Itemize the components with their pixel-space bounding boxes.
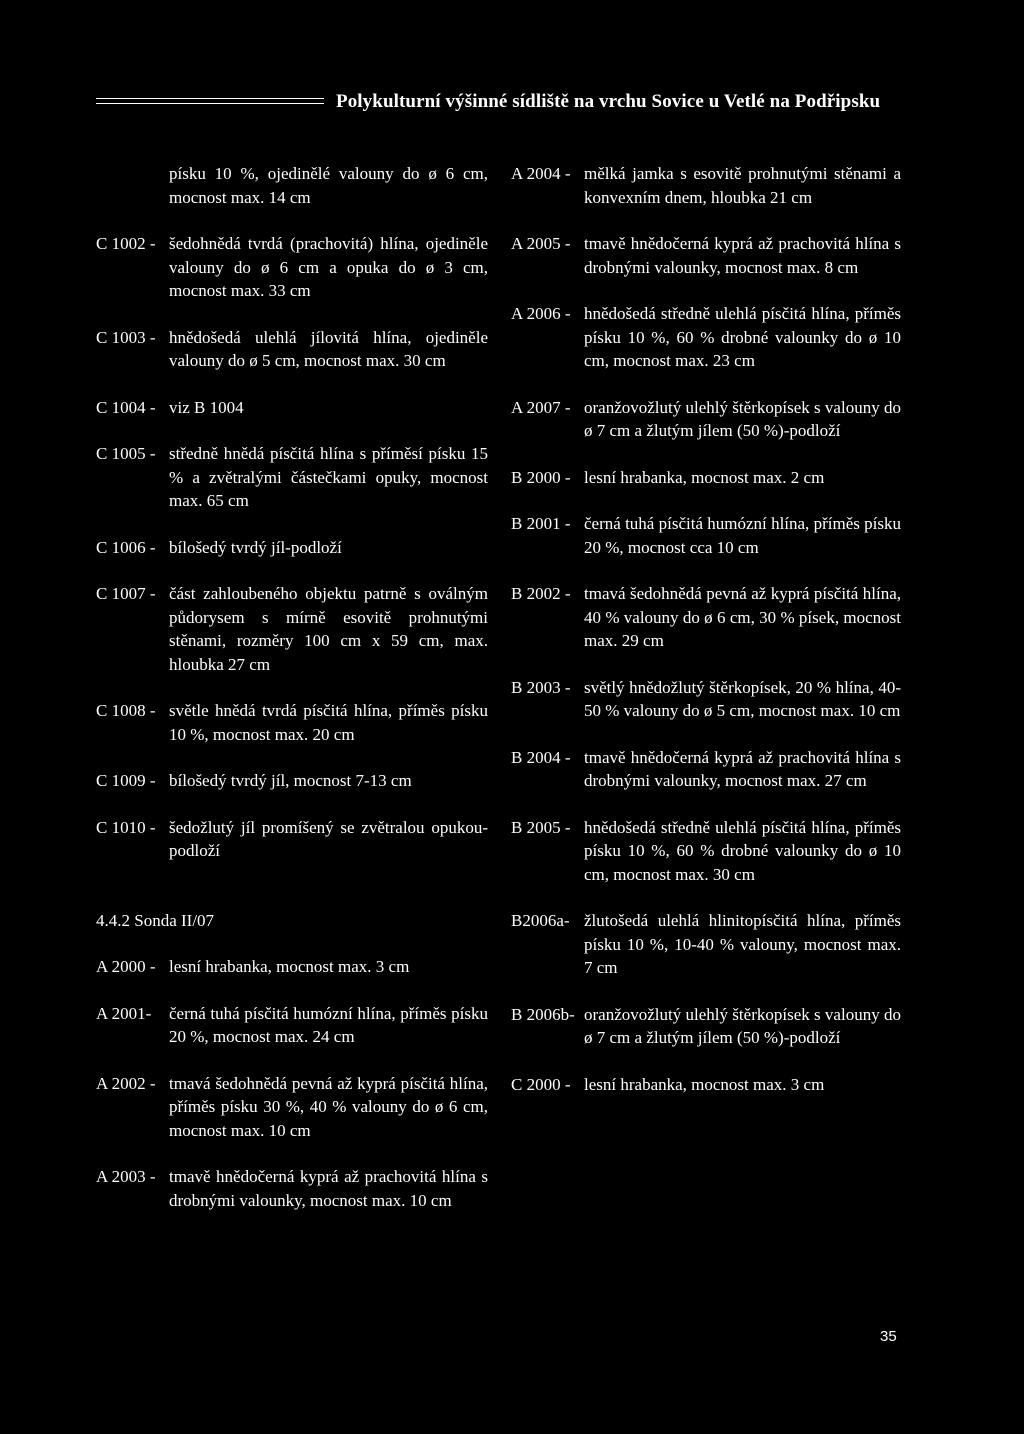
layer-entry — [96, 326, 488, 373]
layer-entry — [511, 232, 901, 279]
layer-entry — [511, 162, 901, 209]
section-heading: 4.4.2 Sonda II/07 — [96, 910, 215, 930]
layer-description: žlutošedá ulehlá hlinitopísčitá hlína, příměs písku 10 %, 10-40 % valouny, mocnost max. 7 cm — [584, 911, 901, 977]
layer-description: písku 10 %, ojedinělé valouny do ø 6 cm, mocnost max. 14 cm — [169, 164, 488, 207]
layer-entry — [96, 1072, 488, 1143]
layer-code: A 2005 - — [511, 234, 571, 253]
layer-description: hnědošedá ulehlá jílovitá hlína, ojediněle valouny do ø 5 cm, mocnost max. 30 cm — [169, 327, 488, 370]
layer-entry — [511, 302, 901, 373]
layer-code: C 1006 - — [96, 537, 156, 557]
layer-entry — [96, 536, 488, 560]
layer-entry — [96, 582, 488, 676]
layer-description: středně hnědá písčitá hlína s příměsí písku 15 % a zvětralými částečkami opuky, mocnost max. 65 cm — [169, 444, 488, 510]
layer-description: oranžovožlutý ulehlý štěrkopísek s valouny do ø 7 cm a žlutým jílem (50 %)-podloží — [584, 397, 901, 440]
layer-entry — [96, 396, 488, 420]
layer-entry — [511, 816, 901, 887]
layer-description: hnědošedá středně ulehlá písčitá hlína, příměs písku 10 %, 60 % drobné valounky do ø 10 cm, mocnost max. 23 cm — [584, 304, 901, 370]
page-number: 35 — [880, 1328, 897, 1345]
layer-description: oranžovožlutý ulehlý štěrkopísek s valouny do ø 7 cm a žlutým jílem (50 %)-podloží — [584, 1004, 901, 1047]
layer-entry — [96, 699, 488, 746]
layer-code: A 2000 - — [96, 957, 156, 976]
layer-code: C 1007 - — [96, 584, 156, 603]
layer-code: C 1009 - — [96, 771, 156, 790]
layer-description: tmavá šedohnědá pevná až kyprá písčitá hlína, příměs písku 30 %, 40 % valouny do ø 6 cm, mocnost max. 10 cm — [169, 1073, 488, 1140]
layer-entry — [96, 955, 488, 979]
layer-description: šedožlutý jíl promíšený se zvětralou opukou-podloží — [169, 817, 488, 860]
layer-code: C 1010 - — [96, 817, 156, 837]
layer-code: C 1003 - — [96, 327, 156, 347]
layer-code: B2006a- — [511, 911, 570, 930]
layer-code: B 2004 - — [511, 747, 571, 767]
layer-code: B 2005 - — [511, 817, 571, 837]
layer-entry — [96, 769, 488, 793]
layer-entry — [511, 396, 901, 443]
layer-code: C 1002 - — [96, 234, 156, 253]
layer-entry — [511, 746, 901, 793]
header-rule — [96, 98, 324, 104]
running-header-title: Polykulturní výšinné sídliště na vrchu Sovice u Vetlé na Podřipsku — [336, 91, 881, 112]
layer-code: C 1004 - — [96, 397, 156, 417]
layer-code: C 1005 - — [96, 444, 156, 463]
layer-description: šedohnědá tvrdá (prachovitá) hlína, ojediněle valouny do ø 6 cm a opuka do ø 3 cm, mocnost max. 33 cm — [169, 234, 488, 300]
layer-description: mělká jamka s esovitě prohnutými stěnami a konvexním dnem, hloubka 21 cm — [584, 164, 901, 207]
right-column — [511, 162, 901, 1096]
layer-code: A 2004 - — [511, 164, 571, 183]
layer-entry — [96, 162, 488, 209]
layer-code — [96, 162, 169, 209]
layer-entry — [511, 466, 901, 490]
layer-description: světlý hnědožlutý štěrkopísek, 20 % hlína, 40-50 % valouny do ø 5 cm, mocnost max. 10 cm — [584, 677, 901, 720]
layer-code: A 2007 - — [511, 397, 571, 417]
layer-entry — [96, 1002, 488, 1049]
layer-description: tmavá šedohnědá pevná až kyprá písčitá hlína, 40 % valouny do ø 6 cm, 30 % písek, mocnost max. 29 cm — [584, 584, 901, 650]
layer-code: B 2000 - — [511, 467, 571, 487]
layer-code: A 2003 - — [96, 1167, 156, 1186]
left-column — [96, 162, 488, 1212]
layer-code: A 2006 - — [511, 304, 571, 323]
layer-entry — [511, 1003, 901, 1050]
layer-description: tmavě hnědočerná kyprá až prachovitá hlína s drobnými valounky, mocnost max. 10 cm — [169, 1167, 488, 1210]
layer-description: část zahloubeného objektu patrně s oválným půdorysem s mírně esovitě prohnutými stěnami, rozměry 100 cm x 59 cm, max. hloubka 27 cm — [169, 584, 488, 674]
layer-entry — [96, 232, 488, 303]
layer-code: C 1008 - — [96, 701, 156, 720]
layer-description: lesní hrabanka, mocnost max. 3 cm — [169, 957, 410, 976]
layer-code: A 2002 - — [96, 1073, 156, 1093]
layer-description: lesní hrabanka, mocnost max. 2 cm — [584, 467, 825, 487]
layer-entry — [511, 512, 901, 559]
layer-entry — [511, 1073, 901, 1097]
layer-description: bílošedý tvrdý jíl-podloží — [169, 537, 342, 557]
layer-code: B 2003 - — [511, 677, 571, 697]
layer-entry — [96, 816, 488, 863]
layer-description: hnědošedá středně ulehlá písčitá hlína, příměs písku 10 %, 60 % drobné valounky do ø 10 cm, mocnost max. 30 cm — [584, 817, 901, 884]
layer-entry — [511, 582, 901, 653]
layer-description: světle hnědá tvrdá písčitá hlína, příměs písku 10 %, mocnost max. 20 cm — [169, 701, 488, 744]
layer-code: A 2001- — [96, 1003, 152, 1023]
layer-entry — [511, 676, 901, 723]
layer-description: lesní hrabanka, mocnost max. 3 cm — [584, 1074, 825, 1094]
layer-code: C 2000 - — [511, 1074, 571, 1094]
layer-description: černá tuhá písčitá humózní hlína, příměs písku 20 %, mocnost max. 24 cm — [169, 1003, 488, 1046]
layer-description: bílošedý tvrdý jíl, mocnost 7-13 cm — [169, 771, 412, 790]
layer-entry — [511, 909, 901, 980]
layer-description: černá tuhá písčitá humózní hlína, příměs písku 20 %, mocnost cca 10 cm — [584, 514, 901, 557]
layer-entry — [96, 1165, 488, 1212]
layer-description: viz B 1004 — [169, 397, 244, 417]
layer-entry — [96, 442, 488, 513]
layer-code: B 2006b- — [511, 1004, 575, 1024]
layer-description: tmavě hnědočerná kyprá až prachovitá hlína s drobnými valounky, mocnost max. 8 cm — [584, 234, 901, 277]
layer-code: B 2001 - — [511, 514, 571, 533]
layer-code: B 2002 - — [511, 584, 571, 603]
layer-description: tmavě hnědočerná kyprá až prachovitá hlína s drobnými valounky, mocnost max. 27 cm — [584, 747, 901, 790]
